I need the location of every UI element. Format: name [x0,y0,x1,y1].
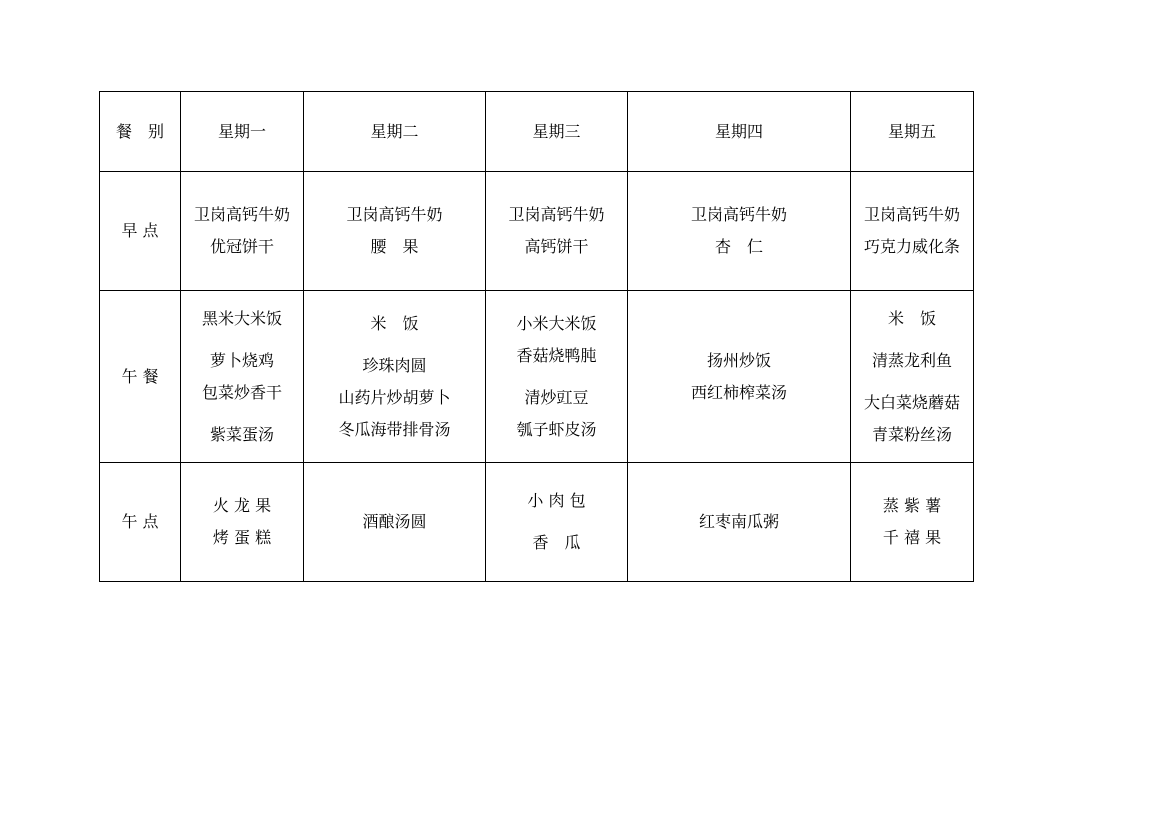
lunch-wed-cell [486,291,628,463]
menu-item: 香菇烧鸭肫 [516,345,597,365]
breakfast-wed-cell [486,172,628,291]
breakfast-tue-cell [304,172,486,291]
meal-label-breakfast: 早 点 [100,172,181,291]
lunch-thu-cell [628,291,851,463]
menu-item: 清蒸龙利鱼 [871,350,952,370]
menu-item: 冬瓜海带排骨汤 [338,419,451,439]
menu-item: 小米大米饭 [516,313,597,333]
day-header-fri: 星期五 [851,92,974,172]
menu-item: 小 肉 包 [527,491,586,510]
lunch-fri-cell [851,291,974,463]
afternoon-snack-row [100,463,974,582]
menu-item: 卫岗高钙牛奶 [346,205,443,224]
menu-item: 腰 果 [370,237,419,256]
menu-item: 清炒豇豆 [524,387,589,407]
menu-item: 萝卜烧鸡 [209,350,274,370]
snack-fri-cell [851,463,974,582]
menu-item: 大白菜烧蘑菇 [863,392,960,412]
menu-item: 珍珠肉圆 [362,355,427,375]
snack-mon-cell [181,463,304,582]
breakfast-row [100,172,974,291]
menu-item: 卫岗高钙牛奶 [193,205,290,224]
menu-item: 西红柿榨菜汤 [690,382,787,402]
menu-item: 米 饭 [370,313,419,333]
menu-item: 黑米大米饭 [201,308,282,328]
lunch-tue-cell [304,291,486,463]
menu-item: 千 禧 果 [882,528,942,547]
snack-wed-cell [486,463,628,582]
menu-item: 蒸 紫 薯 [882,496,942,515]
menu-item: 红枣南瓜粥 [698,512,779,531]
menu-item: 青菜粉丝汤 [871,424,952,444]
day-header-thu: 星期四 [628,92,851,172]
menu-item: 包菜炒香干 [201,382,282,402]
menu-item: 火 龙 果 [212,496,272,515]
menu-item: 杏 仁 [714,237,763,256]
menu-item: 高钙饼干 [524,237,589,256]
breakfast-fri-cell [851,172,974,291]
menu-item: 香 瓜 [532,533,581,552]
meal-label-lunch: 午 餐 [100,291,181,463]
corner-header: 餐 别 [100,92,181,172]
meal-label-snack: 午 点 [100,463,181,582]
header-row [100,92,974,172]
menu-item: 紫菜蛋汤 [209,424,274,444]
menu-item: 酒酿汤圆 [362,512,427,531]
menu-item: 卫岗高钙牛奶 [508,205,605,224]
menu-item: 烤 蛋 糕 [212,528,272,547]
lunch-row [100,291,974,463]
lunch-mon-cell [181,291,304,463]
day-header-wed: 星期三 [486,92,628,172]
breakfast-thu-cell [628,172,851,291]
day-header-tue: 星期二 [304,92,486,172]
menu-item: 卫岗高钙牛奶 [863,205,960,224]
menu-item: 瓠子虾皮汤 [516,419,597,439]
weekly-menu-table [99,91,974,582]
menu-item: 扬州炒饭 [706,350,771,370]
menu-item: 巧克力威化条 [863,237,960,256]
snack-thu-cell [628,463,851,582]
menu-item: 卫岗高钙牛奶 [690,205,787,224]
menu-item: 山药片炒胡萝卜 [338,387,451,407]
snack-tue-cell [304,463,486,582]
breakfast-mon-cell [181,172,304,291]
menu-item: 优冠饼干 [209,237,274,256]
menu-item: 米 饭 [887,308,936,328]
day-header-mon: 星期一 [181,92,304,172]
